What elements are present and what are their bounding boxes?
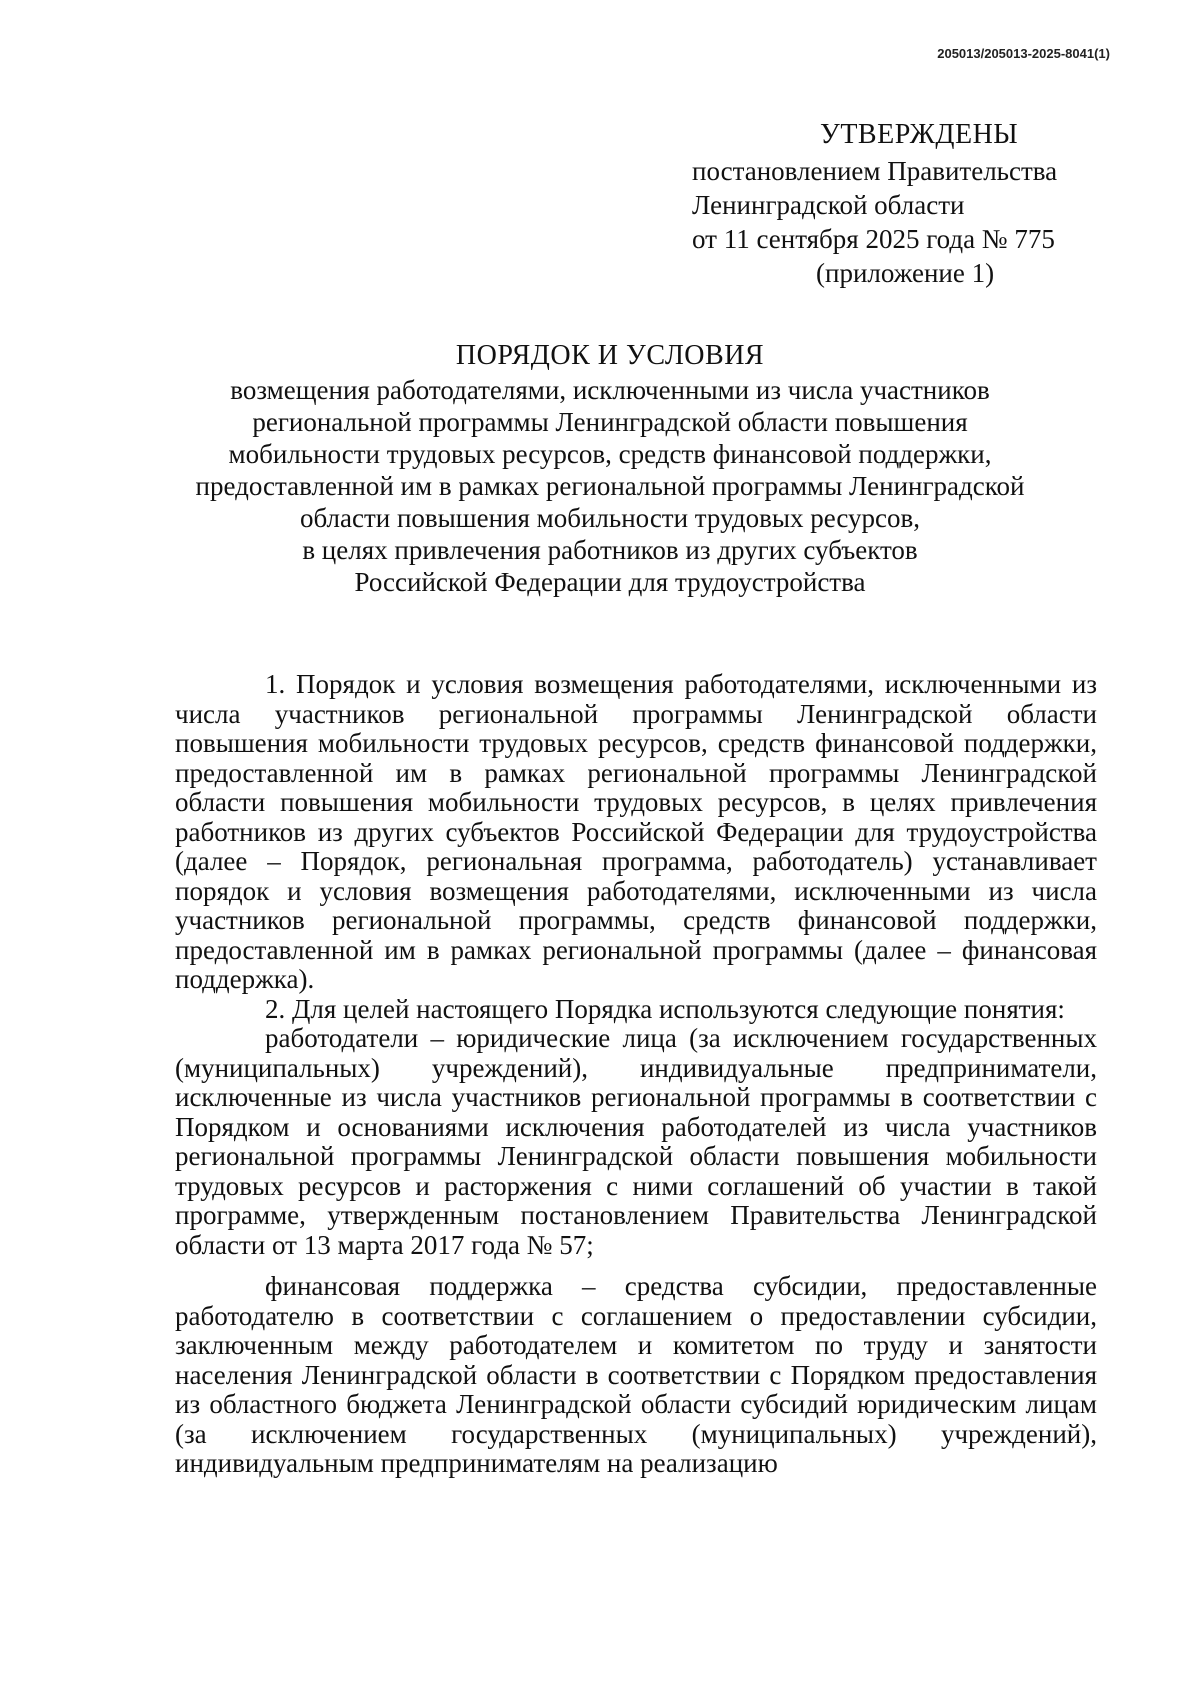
document-body [175, 670, 1097, 1479]
approval-line-resolution: постановлением Правительства [692, 156, 1058, 186]
document-title-line: в целях привлечения работников из других субъектов [302, 535, 918, 565]
document-title-main: ПОРЯДОК И УСЛОВИЯ [455, 340, 765, 371]
approval-line-date-number: от 11 сентября 2025 года № 775 [692, 224, 1055, 254]
document-title-line: возмещения работодателями, исключенными из числа участников [230, 375, 990, 405]
paragraph-2: 2. Для целей настоящего Порядка используются следующие понятия: [265, 993, 1065, 1024]
approval-title: УТВЕРЖДЕНЫ [820, 119, 1019, 150]
document-title-line: Российской Федерации для трудоустройства [354, 567, 866, 597]
approval-line-region: Ленинградской области [692, 190, 965, 220]
paragraph-1: 1. Порядок и условия возмещения работодателями, исключенными из числа участников региональной программы Ленинградской области повышения мобильности трудовых ресурсов, средств финансовой поддержки, предоставленной им в рамках региональной программы Ленинградской области повышения мобильности трудовых ресурсов, в целях привлечения работников из других субъектов Российской Федерации для трудоустройства (далее – Порядок, региональная программа, работодатель) устанавливает порядок и условия возмещения работодателями, исключенными из числа участников региональной программы, средств финансовой поддержки, предоставленной им в рамках региональной программы (далее – финансовая поддержка). [175, 669, 1097, 994]
approval-block [692, 118, 1112, 290]
document-title-line: предоставленной им в рамках региональной программы Ленинградской [195, 471, 1025, 501]
definition-financial-support: финансовая поддержка – средства субсидии, предоставленные работодателю в соответствии с соглашением о предоставлении субсидии, заключенным между работодателем и комитетом по труду и занятости населения Ленинградской области в соответствии с Порядком предоставления из областного бюджета Ленинградской области субсидий юридическим лицам (за исключением государственных (муниципальных) учреждений), индивидуальным предпринимателям на реализацию [175, 1271, 1097, 1478]
document-title [175, 340, 1045, 598]
document-title-line: области повышения мобильности трудовых ресурсов, [299, 503, 921, 533]
document-title-line: мобильности трудовых ресурсов, средств финансовой поддержки, [228, 439, 992, 469]
document-title-line: региональной программы Ленинградской области повышения [252, 407, 968, 437]
document-registration-number: 205013/205013-2025-8041(1) [937, 46, 1110, 61]
definition-employers: работодатели – юридические лица (за исключением государственных (муниципальных) учреждений), индивидуальные предприниматели, исключенные из числа участников региональной программы в соответствии с Порядком и основаниями исключения работодателей из числа участников региональной программы Ленинградской области повышения мобильности трудовых ресурсов и расторжения с ними соглашений об участии в такой программе, утвержденным постановлением Правительства Ленинградской области от 13 марта 2017 года № 57; [175, 1023, 1097, 1260]
approval-appendix: (приложение 1) [816, 258, 995, 288]
